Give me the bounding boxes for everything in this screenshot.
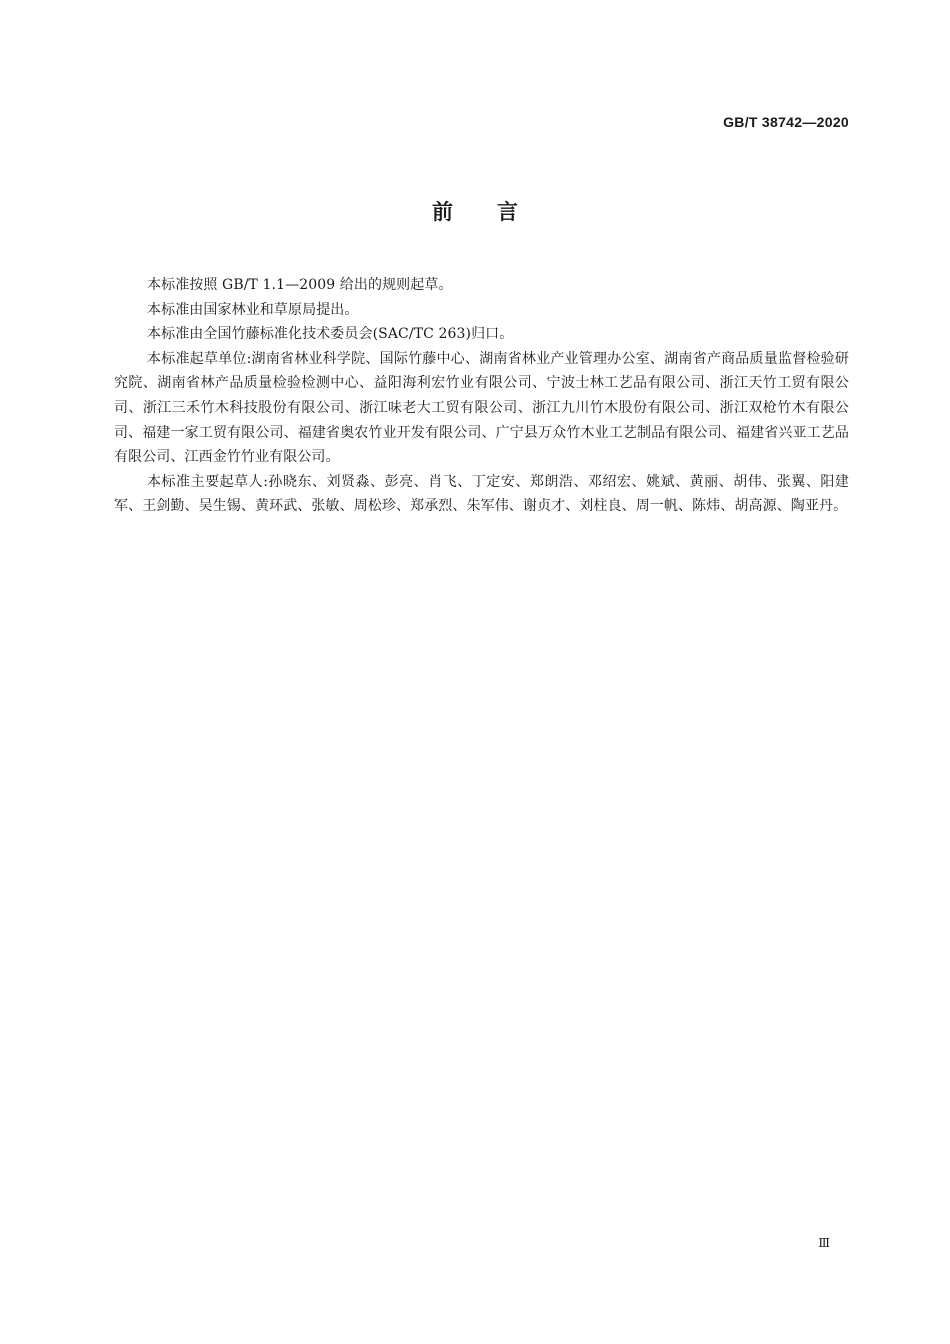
paragraph-proposer: 本标准由国家林业和草原局提出。 [147,301,359,318]
page-number: Ⅲ [818,1236,830,1250]
paragraph-drafting-units: 本标准起草单位:湖南省林业科学院、国际竹藤中心、湖南省林业产业管理办公室、湖南省产商品质量监督检验研究院、湖南省林产品质量检验检测中心、益阳海利宏竹业有限公司、宁波士林工艺品有限公司、浙江天竹工贸有限公司、浙江三禾竹木科技股份有限公司、浙江味老大工贸有限公司、浙江九川竹木股份有限公司、浙江双枪竹木有限公司、福建一家工贸有限公司、福建省奥农竹业开发有限公司、广宁县万众竹木业工艺制品有限公司、福建省兴亚工艺品有限公司、江西金竹竹业有限公司。 [114,350,849,466]
page-title: 前言 [432,200,562,224]
paragraph-drafters: 本标准主要起草人:孙晓东、刘贤淼、彭亮、肖飞、丁定安、郑朗浩、邓绍宏、姚斌、黄丽、胡伟、张翼、阳建军、王剑勤、吴生锡、黄环武、张敏、周松珍、郑承烈、朱军伟、谢贞才、刘柱良、周一帆、陈炜、胡高源、陶亚丹。 [114,473,849,515]
standard-number: GB/T 38742—2020 [723,114,849,130]
paragraph-committee: 本标准由全国竹藤标准化技术委员会(SAC/TC 263)归口。 [147,326,514,343]
foreword-body [114,273,849,519]
paragraph-drafting-rules: 本标准按照 GB/T 1.1—2009 给出的规则起草。 [147,277,453,293]
